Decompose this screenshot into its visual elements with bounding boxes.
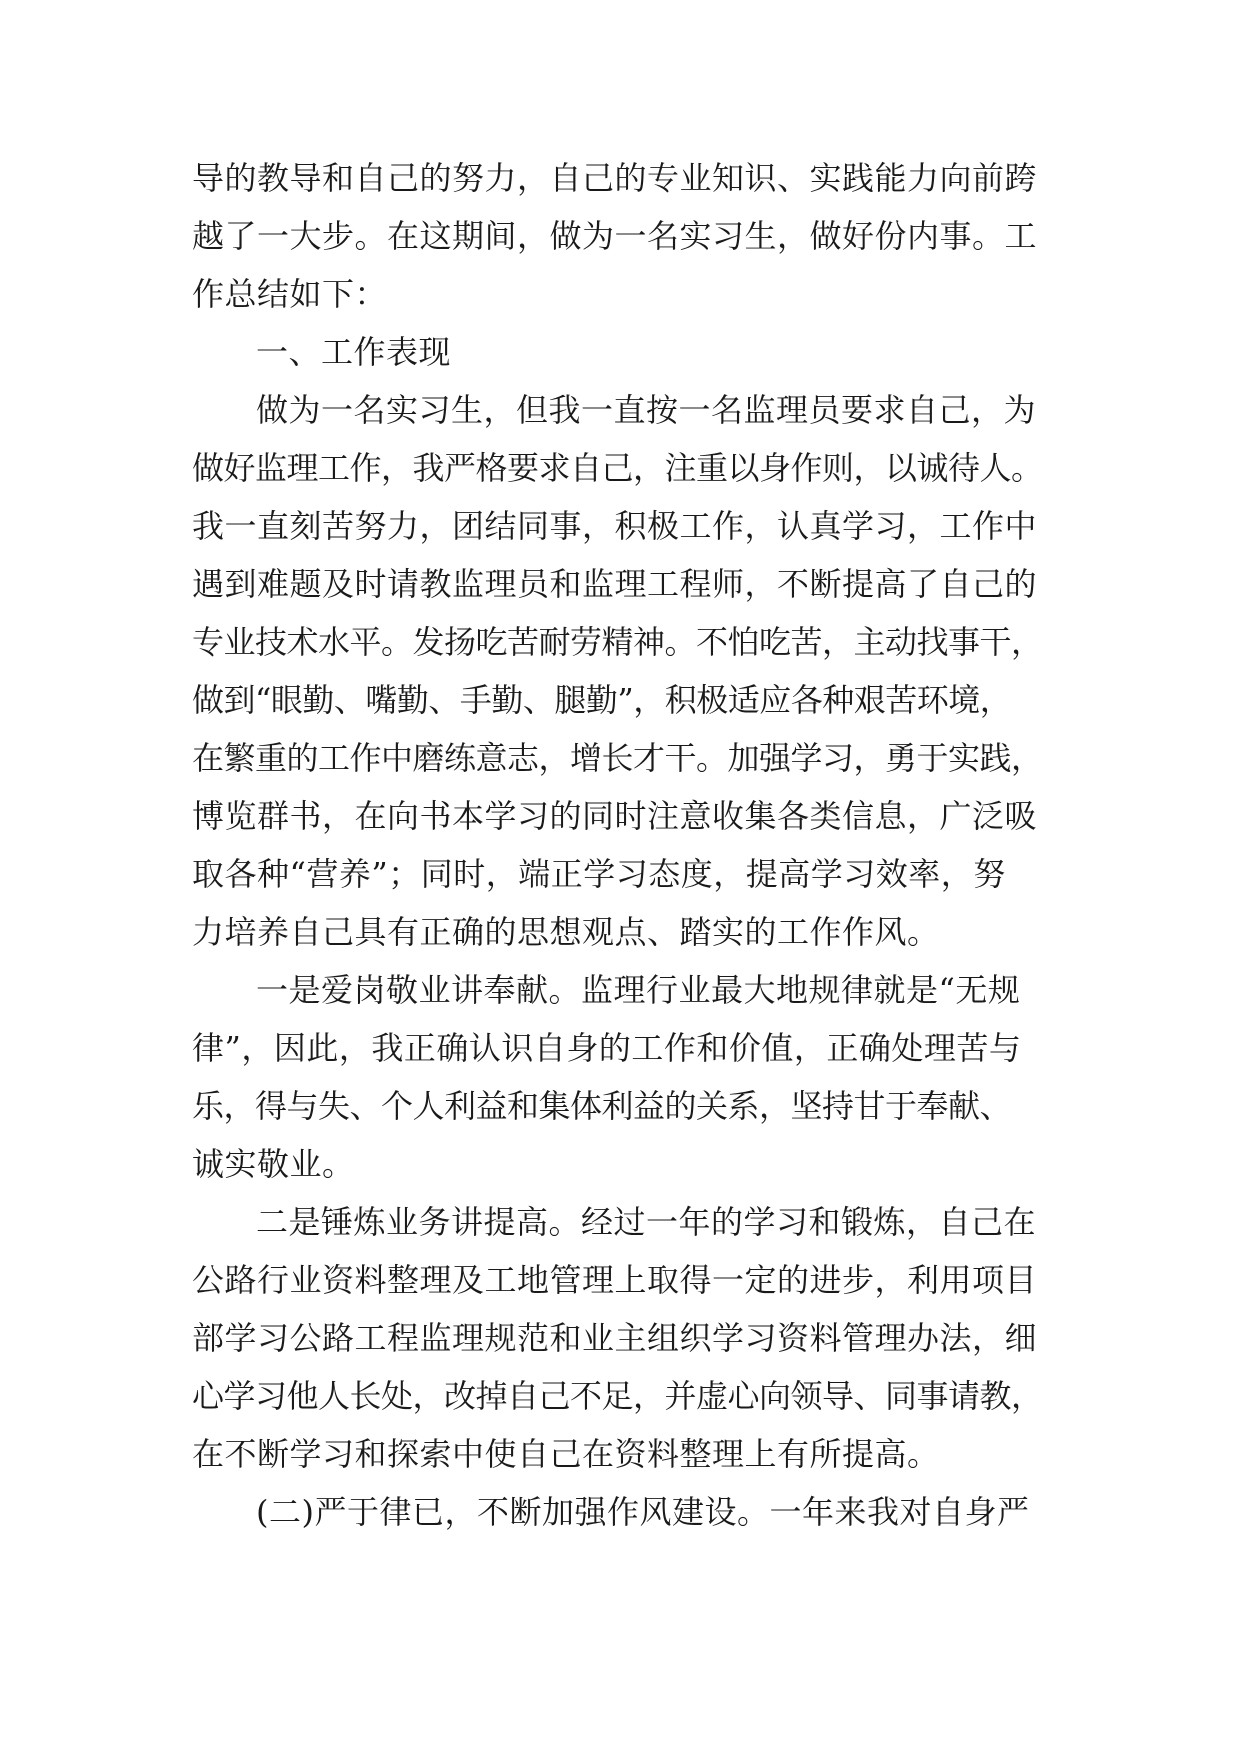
text-line: 遇到难题及时请教监理员和监理工程师，不断提高了自己的: [192, 565, 1038, 603]
text-line: 越了一大步。在这期间，做为一名实习生，做好份内事。工: [192, 217, 1038, 255]
text-line: 一是爱岗敬业讲奉献。监理行业最大地规律就是“无规: [256, 971, 1021, 1009]
text-line: 公路行业资料整理及工地管理上取得一定的进步，利用项目: [192, 1261, 1038, 1299]
section-heading: 一、工作表现: [256, 333, 452, 371]
text-line: 心学习他人长处，改掉自己不足，并虚心向领导、同事请教，: [192, 1377, 1043, 1415]
text-line: 在不断学习和探索中使自己在资料整理上有所提高。: [192, 1435, 940, 1473]
text-line: 部学习公路工程监理规范和业主组织学习资料管理办法，细: [192, 1319, 1038, 1357]
text-line: 做到“眼勤、嘴勤、手勤、腿勤”，积极适应各种艰苦环境，: [192, 681, 1012, 719]
text-line: 做为一名实习生，但我一直按一名监理员要求自己，为: [256, 391, 1037, 429]
text-line: 在繁重的工作中磨练意志，增长才干。加强学习，勇于实践，: [192, 739, 1043, 777]
text-line: 取各种“营养”；同时，端正学习态度，提高学习效率，努: [192, 855, 1006, 893]
text-line: 做好监理工作，我严格要求自己，注重以身作则，以诚待人。: [192, 449, 1043, 487]
text-line: 博览群书，在向书本学习的同时注意收集各类信息，广泛吸: [192, 797, 1038, 835]
text-line: 律”，因此，我正确认识自身的工作和价值，正确处理苦与: [192, 1029, 1022, 1067]
text-line: 诚实敬业。: [192, 1145, 355, 1183]
text-line: 力培养自己具有正确的思想观点、踏实的工作作风。: [192, 913, 940, 951]
text-line: 专业技术水平。发扬吃苦耐劳精神。不怕吃苦，主动找事干，: [192, 623, 1043, 661]
text-line: 乐，得与失、个人利益和集体利益的关系，坚持甘于奉献、: [192, 1087, 1012, 1125]
text-line: 二是锤炼业务讲提高。经过一年的学习和锻炼，自己在: [256, 1203, 1037, 1241]
text-line: 导的教导和自己的努力，自己的专业知识、实践能力向前跨: [192, 159, 1038, 197]
text-line: 作总结如下：: [192, 275, 388, 313]
text-line: (二)严于律已，不断加强作风建设。一年来我对自身严: [256, 1493, 1030, 1531]
text-line: 我一直刻苦努力，团结同事，积极工作，认真学习，工作中: [192, 507, 1038, 545]
